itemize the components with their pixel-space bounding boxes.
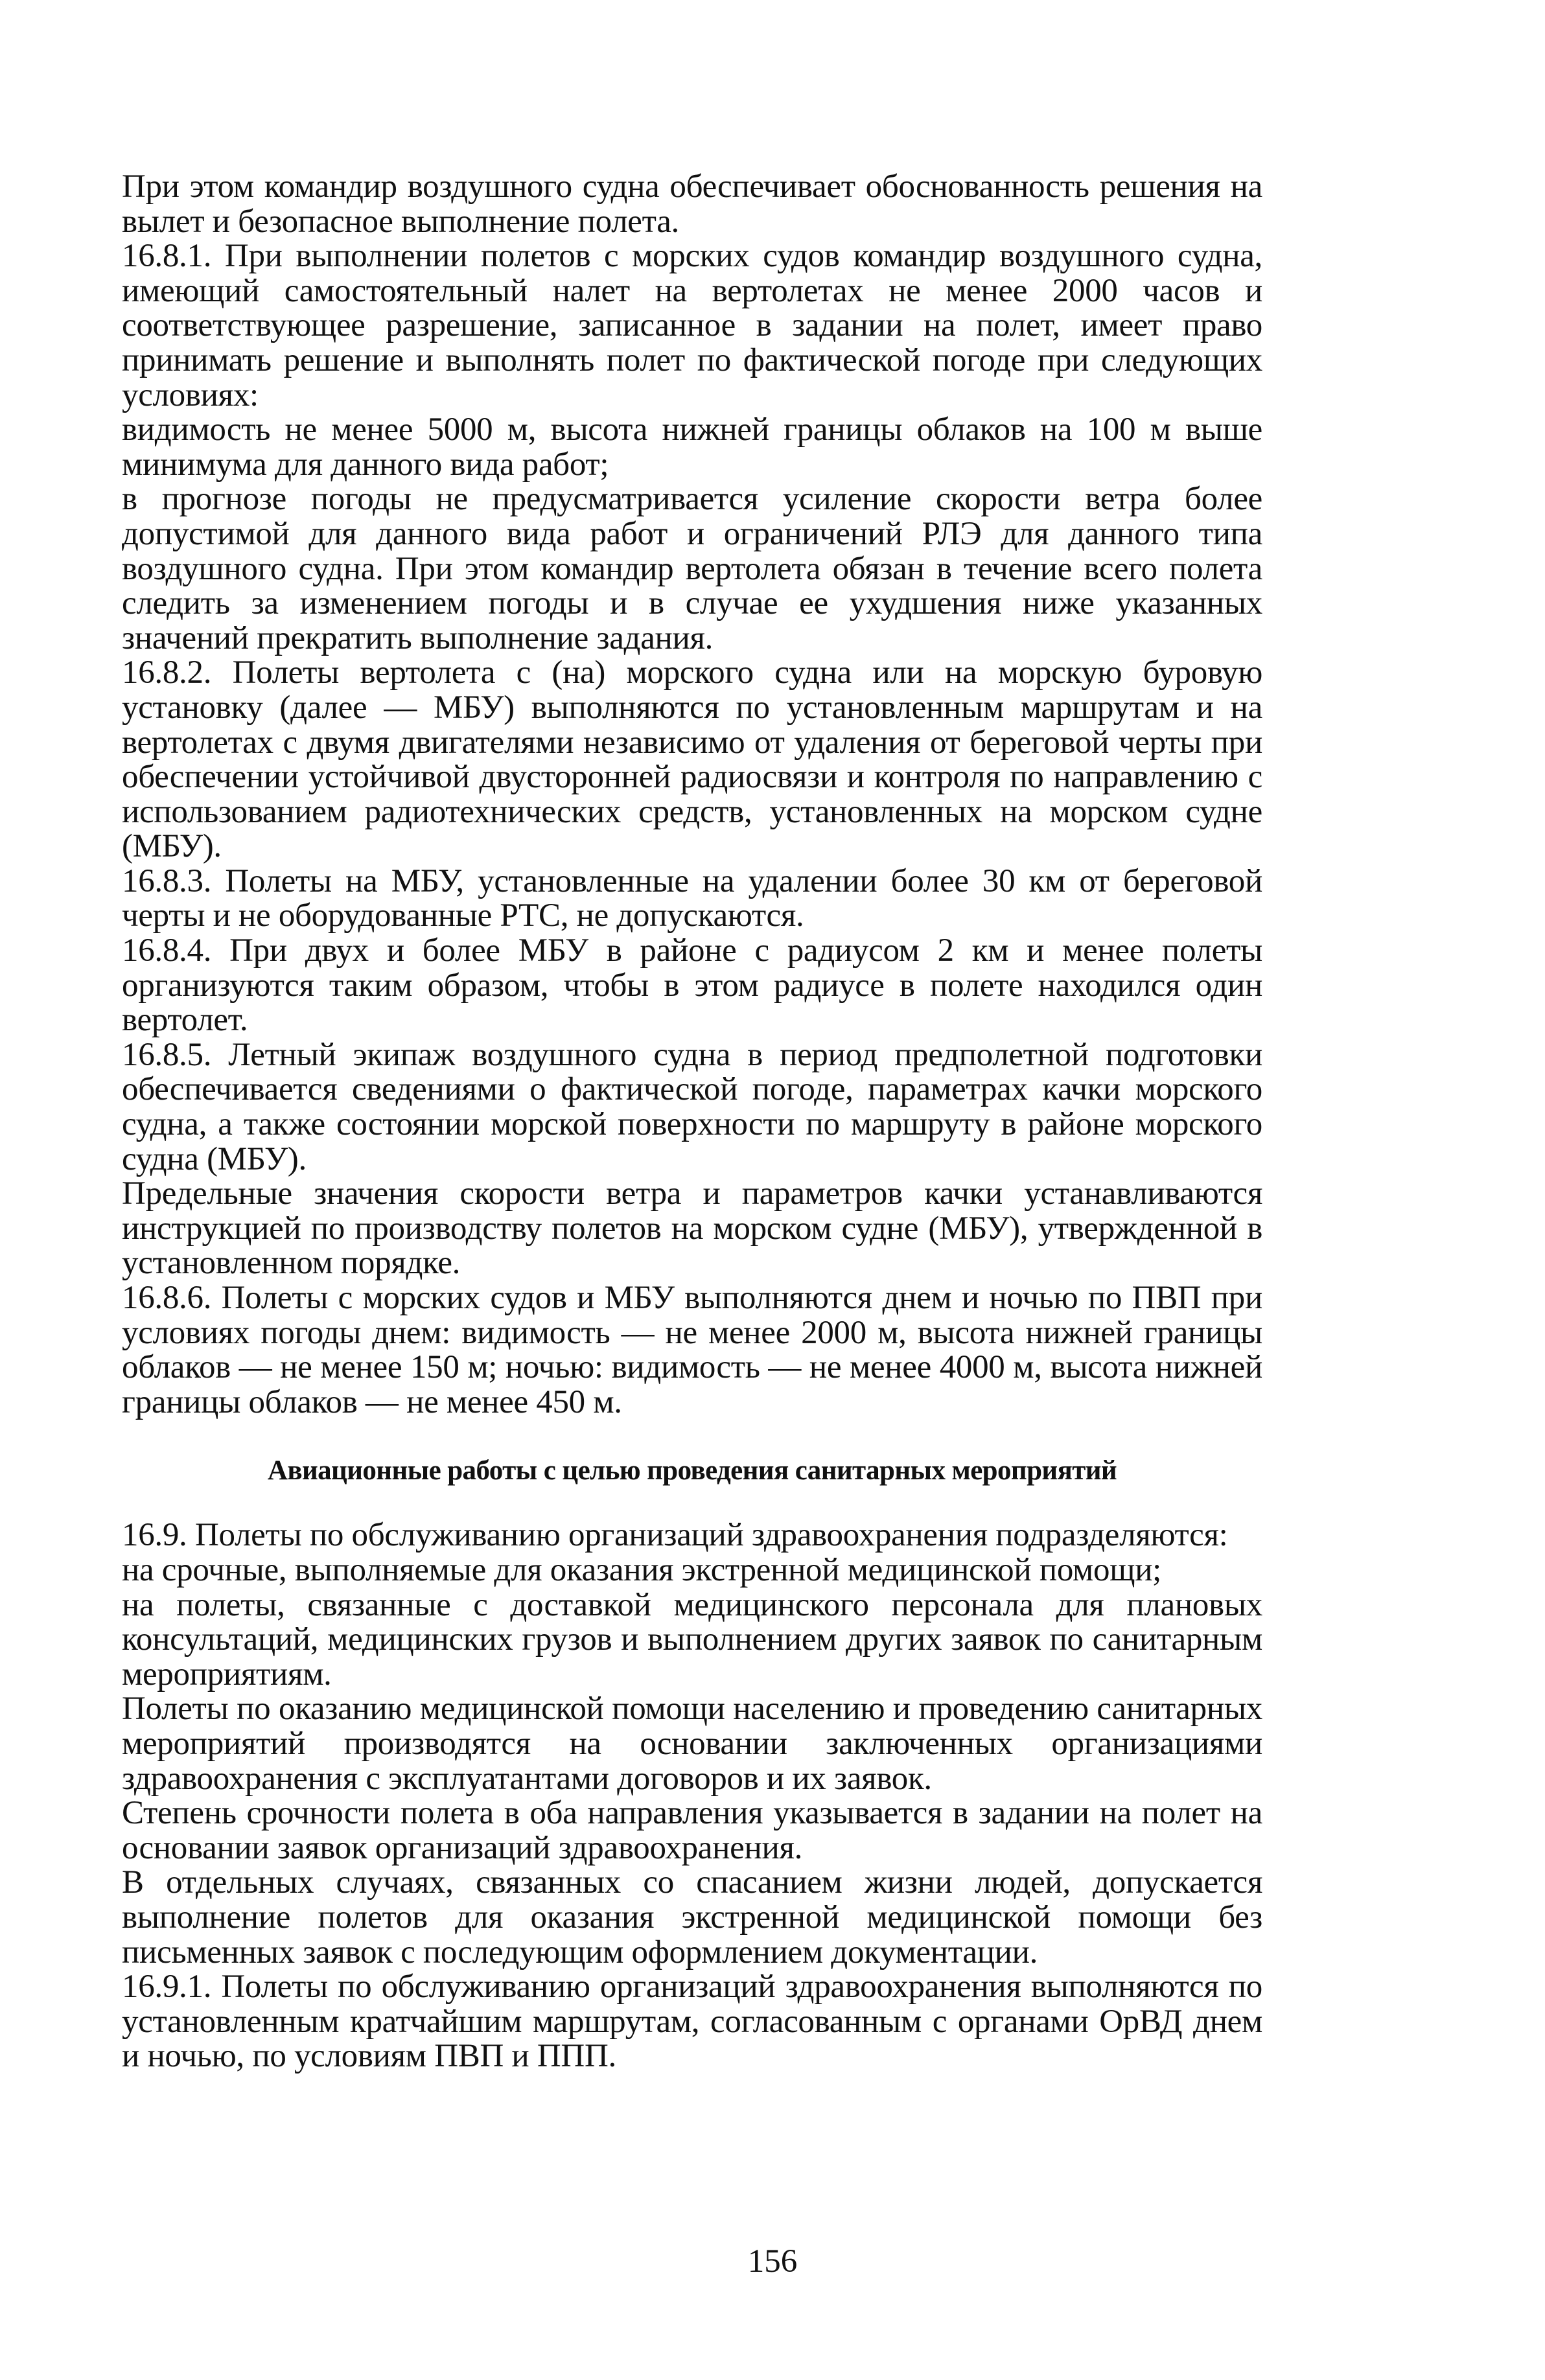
paragraph-16-8-3: 16.8.3. Полеты на МБУ, установленные на удалении более 30 км от береговой черты и не оборудованные РТС, не допускаются. [122, 862, 1262, 934]
paragraph-16-9: 16.9. Полеты по обслуживанию организаций здравоохранения подразделяются: [122, 1517, 1228, 1554]
paragraph-16-8-2: 16.8.2. Полеты вертолета с (на) морского судна или на морскую буровую установку (далее — МБУ) выполняются по установленным маршрутам и на вертолетах с двумя двигателями независимо от удаления от береговой черты при обеспечении устойчивой двусторонней радиосвязи и контроля по направлению с использованием радиотехнических средств, установленных на морском судне (МБУ). [122, 654, 1262, 865]
paragraph: В отдельных случаях, связанных со спасанием жизни людей, допускается выполнение полетов для оказания экстренной медицинской помощи без письменных заявок с последующим оформлением документации. [122, 1864, 1262, 1970]
paragraph: на срочные, выполняемые для оказания экстренной медицинской помощи; [122, 1551, 1162, 1588]
paragraph: При этом командир воздушного судна обеспечивает обоснованность решения на вылет и безопасное выполнение полета. [122, 168, 1262, 240]
paragraph: Предельные значения скорости ветра и параметров качки устанавливаются инструкцией по производству полетов на морском судне (МБУ), утвержденной в установленном порядке. [122, 1175, 1262, 1282]
page-number: 156 [747, 2243, 798, 2280]
paragraph: на полеты, связанные с доставкой медицинского персонала для плановых консультаций, медицинских грузов и выполнением других заявок по санитарным мероприятиям. [122, 1586, 1262, 1693]
paragraph-16-8-4: 16.8.4. При двух и более МБУ в районе с радиусом 2 км и менее полеты организуются таким образом, чтобы в этом радиусе в полете находился один вертолет. [122, 932, 1262, 1039]
section-heading: Авиационные работы с целью проведения санитарных мероприятий [267, 1455, 1117, 1486]
paragraph: Степень срочности полета в оба направления указывается в задании на полет на основании заявок организаций здравоохранения. [122, 1795, 1262, 1866]
paragraph: в прогнозе погоды не предусматривается усиление скорости ветра более допустимой для данного вида работ и ограничений РЛЭ для данного типа воздушного судна. При этом командир вертолета обязан в течение всего полета следить за изменением погоды и в случае ее ухудшения ниже указанных значений прекратить выполнение задания. [122, 481, 1262, 656]
paragraph-16-8-1: 16.8.1. При выполнении полетов с морских судов командир воздушного судна, имеющий самостоятельный налет на вертолетах не менее 2000 часов и соответствующее разрешение, записанное в задании на полет, имеет право принимать решение и выполнять полет по фактической погоде при следующих условиях: [122, 238, 1262, 413]
paragraph: Полеты по оказанию медицинской помощи населению и проведению санитарных мероприятий производятся на основании заключенных организациями здравоохранения с эксплуатантами договоров и их заявок. [122, 1691, 1262, 1797]
paragraph-16-9-1: 16.9.1. Полеты по обслуживанию организаций здравоохранения выполняются по установленным кратчайшим маршрутам, согласованным с органами ОрВД днем и ночью, по условиям ПВП и ППП. [122, 1969, 1262, 2075]
paragraph: видимость не менее 5000 м, высота нижней границы облаков на 100 м выше минимума для данного вида работ; [122, 411, 1262, 483]
paragraph-16-8-5: 16.8.5. Летный экипаж воздушного судна в период предполетной подготовки обеспечивается сведениями о фактической погоде, параметрах качки морского судна, а также состоянии морской поверхности по маршруту в районе морского судна (МБУ). [122, 1036, 1262, 1177]
page-body [122, 170, 1262, 2074]
paragraph-16-8-6: 16.8.6. Полеты с морских судов и МБУ выполняются днем и ночью по ПВП при условиях погоды днем: видимость — не менее 2000 м, высота нижней границы облаков — не менее 150 м; ночью: видимость — не менее 4000 м, высота нижней границы облаков — не менее 450 м. [122, 1280, 1262, 1420]
